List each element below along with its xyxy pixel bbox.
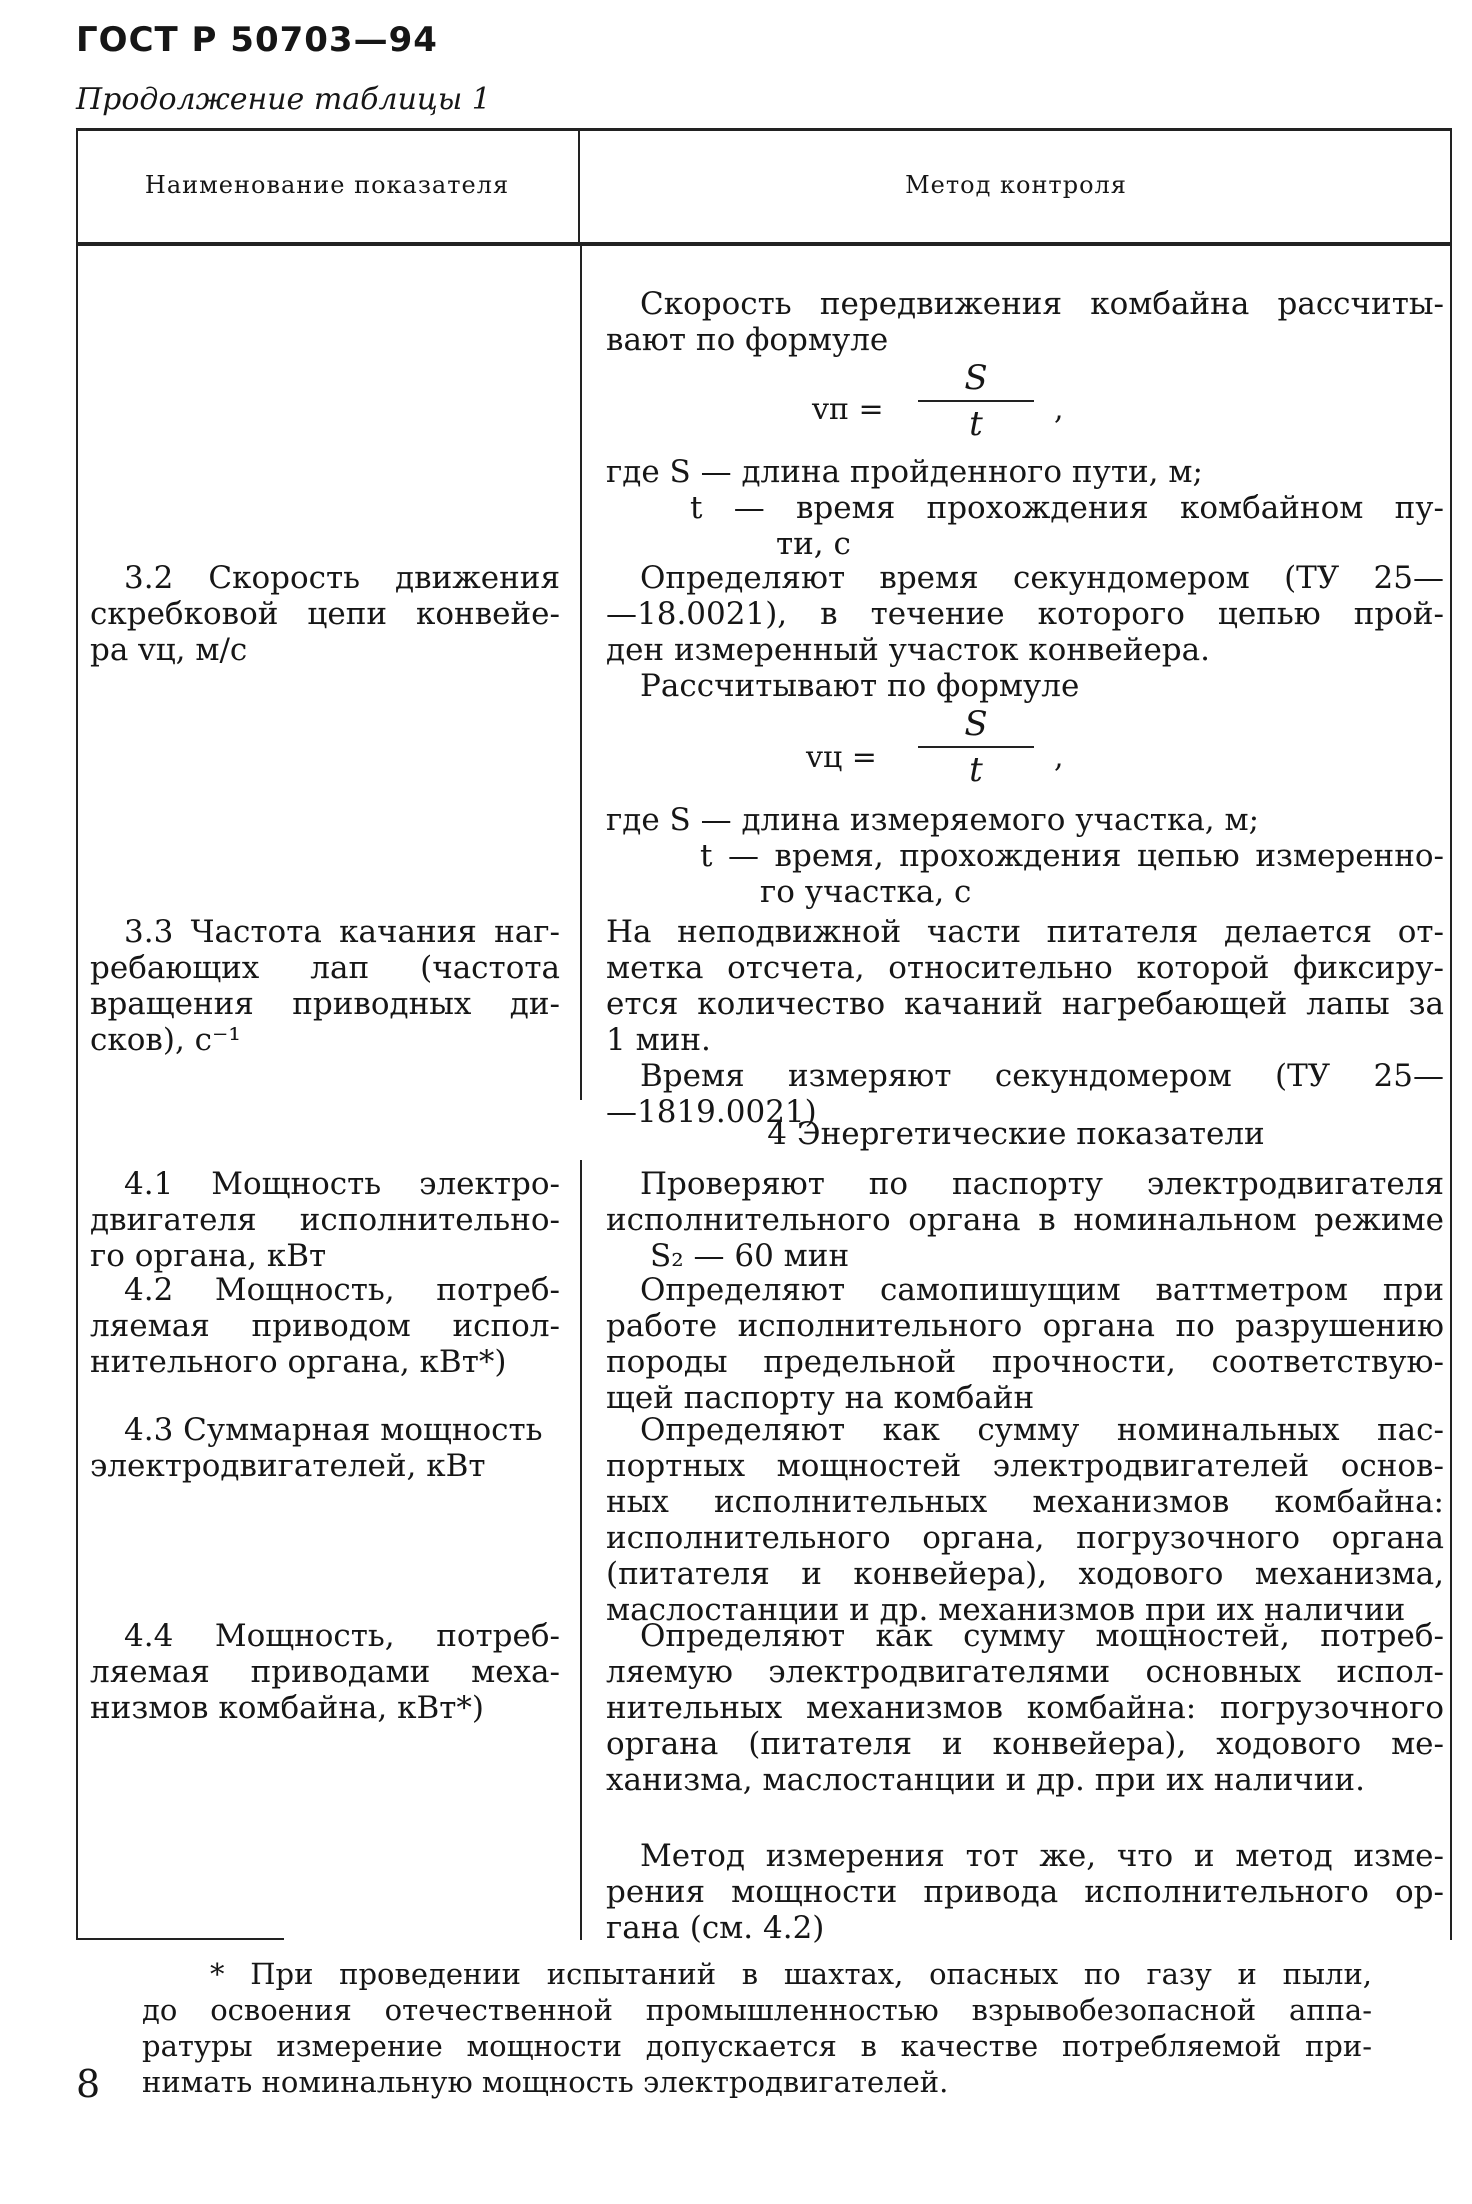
header-rule-double [76, 244, 1452, 246]
method-line: Время измеряют секундомером (ТУ 25— [640, 1058, 1444, 1094]
method-line: работе исполнительного органа по разрушению [606, 1308, 1444, 1344]
method-line: Определяют как сумму мощностей, потреб- [640, 1618, 1444, 1654]
method-line: ханизма, маслостанции и др. при их наличии. [606, 1762, 1365, 1798]
method-line: ден измеренный участок конвейера. [606, 632, 1210, 668]
indicator-line: 4.4 Мощность, потреб- [124, 1618, 560, 1654]
indicator-line: нительного органа, кВт*) [90, 1344, 507, 1380]
column-divider-bottom [580, 1160, 582, 1940]
method-line: ных исполнительных механизмов комбайна: [606, 1484, 1444, 1520]
formula-1-numerator: S [964, 358, 988, 398]
method-line: вают по формуле [606, 322, 889, 358]
method-line: исполнительного органа, погрузочного органа [606, 1520, 1444, 1556]
indicator-line: 3.3 Частота качания наг- [124, 914, 560, 950]
method-line: где S — длина измеряемого участка, м; [606, 802, 1260, 838]
indicator-line: 4.2 Мощность, потреб- [124, 1272, 560, 1308]
column-header-indicator: Наименование показателя [144, 171, 510, 199]
indicator-line: ра vц, м/с [90, 632, 248, 668]
footnote-line: ратуры измерение мощности допускается в качестве потребляемой при- [142, 2029, 1372, 2063]
method-line: Метод измерения тот же, что и метод изме- [640, 1838, 1444, 1874]
indicator-line: низмов комбайна, кВт*) [90, 1690, 485, 1726]
method-line: Определяют время секундомером (ТУ 25— [640, 560, 1444, 596]
method-line: исполнительного органа в номинальном режиме [606, 1202, 1444, 1238]
method-line: t — время, прохождения цепью измеренно- [700, 838, 1444, 874]
formula-2-lhs: vц = [806, 740, 877, 775]
method-line: На неподвижной части питателя делается от- [606, 914, 1444, 950]
method-line: t — время прохождения комбайном пу- [690, 490, 1444, 526]
indicator-line: го органа, кВт [90, 1238, 327, 1274]
indicator-line: двигателя исполнительно- [90, 1202, 560, 1238]
indicator-line: ляемая приводом испол- [90, 1308, 560, 1344]
indicator-line: 3.2 Скорость движения [124, 560, 560, 596]
method-line: гана (см. 4.2) [606, 1910, 825, 1946]
indicator-line: 4.1 Мощность электро- [124, 1166, 560, 1202]
formula-2-fraction-bar [918, 746, 1034, 748]
method-line: щей паспорту на комбайн [606, 1380, 1035, 1416]
column-divider-top [580, 246, 582, 1100]
indicator-line: вращения приводных ди- [90, 986, 560, 1022]
indicator-line: сков), с⁻¹ [90, 1022, 241, 1058]
method-line: породы предельной прочности, соответствую- [606, 1344, 1444, 1380]
section-heading: 4 Энергетические показатели [767, 1116, 1265, 1152]
method-line: ти, с [776, 526, 851, 562]
indicator-line: ребающих лап (частота [90, 950, 560, 986]
method-line: S₂ — 60 мин [650, 1238, 850, 1274]
page-number: 8 [76, 2062, 101, 2106]
method-line: где S — длина пройденного пути, м; [606, 454, 1203, 490]
method-line: (питателя и конвейера), ходового механизма, [606, 1556, 1444, 1592]
method-line: Рассчитывают по формуле [640, 668, 1080, 704]
method-line: ляемую электродвигателями основных испол- [606, 1654, 1444, 1690]
footnote-line: нимать номинальную мощность электродвигателей. [142, 2065, 949, 2099]
method-line: —18.0021), в течение которого цепью прой- [606, 596, 1444, 632]
indicator-line: скребковой цепи конвейе- [90, 596, 560, 632]
method-line: 1 мин. [606, 1022, 711, 1058]
footnote-rule [76, 1938, 284, 1940]
method-line: метка отсчета, относительно которой фиксиру- [606, 950, 1444, 986]
method-line: нительных механизмов комбайна: погрузочного [606, 1690, 1444, 1726]
indicator-line: ляемая приводами меха- [90, 1654, 560, 1690]
formula-2-denominator: t [969, 750, 983, 790]
method-line: рения мощности привода исполнительного ор- [606, 1874, 1444, 1910]
formula-2-numerator: S [964, 704, 988, 744]
method-line: Определяют самопишущим ваттметром при [640, 1272, 1444, 1308]
method-line: го участка, с [760, 874, 972, 910]
formula-1-fraction-bar [918, 400, 1034, 402]
formula-1-denominator: t [969, 404, 983, 444]
method-line: Скорость передвижения комбайна рассчиты- [640, 286, 1444, 322]
formula-2-comma: , [1054, 740, 1064, 775]
method-line: Проверяют по паспорту электродвигателя [640, 1166, 1444, 1202]
method-line: маслостанции и др. механизмов при их наличии [606, 1592, 1406, 1628]
formula-1-comma: , [1054, 392, 1064, 427]
table-continuation-label: Продолжение таблицы 1 [76, 82, 491, 117]
method-line: портных мощностей электродвигателей основ- [606, 1448, 1444, 1484]
indicator-line: 4.3 Суммарная мощность [124, 1412, 543, 1448]
standard-title: ГОСТ Р 50703—94 [76, 20, 438, 60]
method-line: —1819.0021) [606, 1094, 817, 1130]
method-line: ется количество качаний нагребающей лапы за [606, 986, 1444, 1022]
footnote-line: * При проведении испытаний в шахтах, опасных по газу и пыли, [210, 1957, 1372, 1991]
method-line: Определяют как сумму номинальных пас- [640, 1412, 1444, 1448]
indicator-line: электродвигателей, кВт [90, 1448, 486, 1484]
formula-1-lhs: vп = [812, 392, 884, 427]
footnote-line: до освоения отечественной промышленностью взрывобезопасной аппа- [142, 1993, 1372, 2027]
column-header-method: Метод контроля [905, 171, 1127, 199]
method-line: органа (питателя и конвейера), ходового ме- [606, 1726, 1444, 1762]
